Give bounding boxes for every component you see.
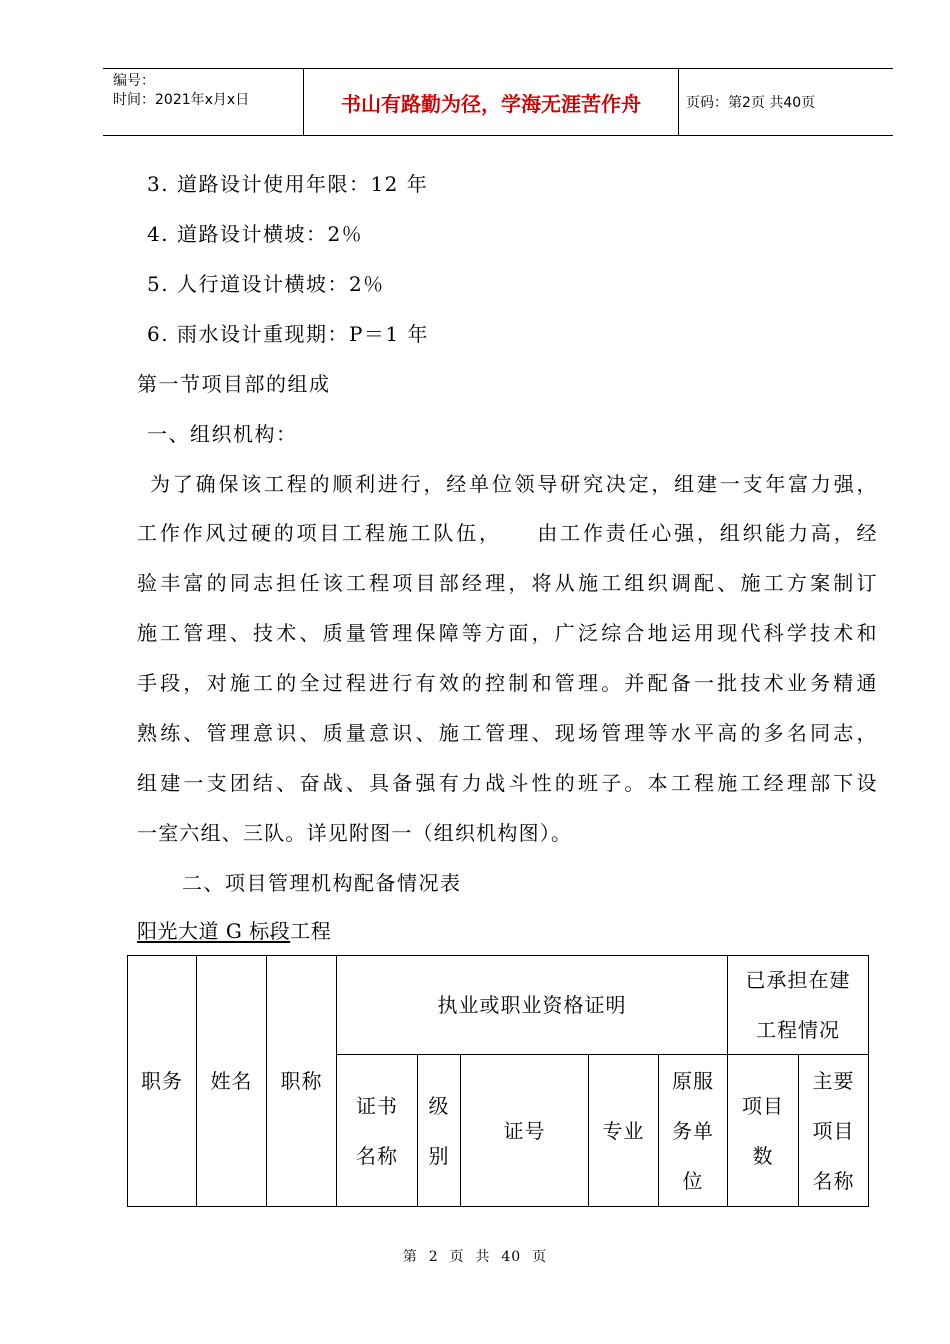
paragraph-line: 组建一支团结、奋战、具备强有力战斗性的班子。本工程施工经理部下设 [137, 771, 877, 795]
header-page-info: 页码：第2页 共40页 [686, 95, 816, 111]
subsection-org: 一、组织机构： [147, 422, 298, 446]
paragraph-line: 熟练、管理意识、质量意识、施工管理、现场管理等水平高的多名同志， [137, 721, 877, 745]
paragraph-line: 验丰富的同志担任该工程项目部经理，将从施工组织调配、施工方案制订 [137, 571, 877, 595]
header-cert-name: 证书 名称 [356, 1093, 398, 1168]
paragraph-line: 为了确保该工程的顺利进行，经单位领导研究决定，组建一支年富力强， [150, 472, 877, 496]
paragraph-line: 一室六组、三队。详见附图一（组织机构图）。 [137, 821, 573, 845]
header-motto: 书山有路勤为径，学海无涯苦作舟 [341, 92, 641, 116]
header-main-projects: 主要 项目 名称 [812, 1068, 855, 1193]
paragraph-line: 手段，对施工的全过程进行有效的控制和管理。并配备一批技术业务精通 [137, 671, 877, 695]
header-divider-right [678, 69, 679, 136]
header-position: 职务 [141, 1069, 183, 1093]
table-border [127, 1206, 869, 1207]
header-number-label: 编号： [113, 73, 155, 89]
header-work-group: 已承担在建 工程情况 [745, 968, 851, 1042]
project-name [137, 917, 331, 945]
header-name: 姓名 [210, 1069, 253, 1093]
header-major: 专业 [602, 1118, 645, 1143]
paragraph-line: 施工管理、技术、质量管理保障等方面，广泛综合地运用现代科学技术和 [137, 621, 877, 645]
paragraph-line: 工作作风过硬的项目工程施工队伍， 由工作责任心强，组织能力高，经 [137, 521, 877, 545]
table-border [868, 955, 869, 1207]
project-name-suffix: 工程 [290, 919, 332, 943]
header-cert-number: 证号 [503, 1118, 546, 1143]
header-title: 职称 [280, 1069, 323, 1093]
subsection-table-title: 二、项目管理机构配备情况表 [182, 871, 462, 895]
section-title: 第一节项目部的组成 [137, 372, 331, 396]
item-3: 3. 道路设计使用年限：12 年 [147, 172, 429, 196]
header-time-label: 时间：2021年x月x日 [113, 92, 250, 108]
header-level: 级 别 [428, 1093, 450, 1168]
header-original-unit: 原服 务单 位 [672, 1068, 714, 1193]
project-name-underlined: 阳光大道 G 标段 [137, 919, 291, 943]
item-4: 4. 道路设计横坡：2％ [147, 222, 364, 246]
item-5: 5. 人行道设计横坡：2％ [147, 272, 385, 296]
staffing-table [127, 955, 869, 1207]
header-project-count: 项目 数 [742, 1093, 784, 1168]
item-6: 6. 雨水设计重现期：P＝1 年 [147, 322, 429, 346]
header-qualification-group: 执业或职业资格证明 [437, 993, 627, 1017]
page-footer: 第 2 页 共 40 页 [402, 1249, 548, 1265]
